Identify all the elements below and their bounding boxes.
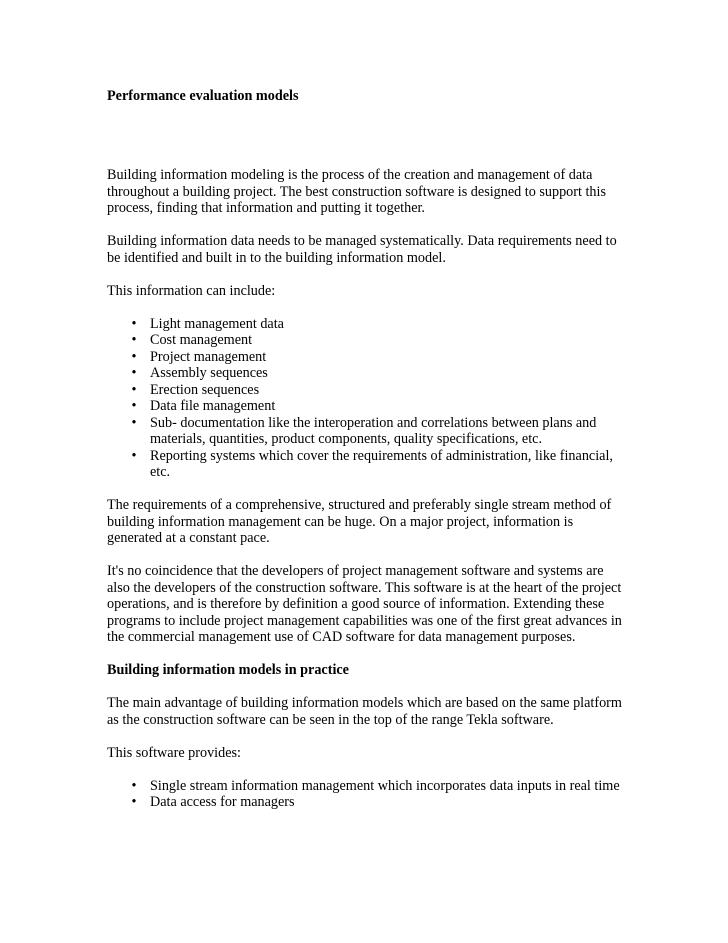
- list-item: [107, 794, 627, 811]
- bullet-icon: •: [131, 381, 137, 398]
- bullet-icon: •: [131, 447, 137, 464]
- bullet-icon: •: [131, 332, 137, 348]
- list-item: [107, 778, 627, 795]
- list-item: [107, 398, 627, 415]
- list-item-text: Project management: [150, 348, 267, 365]
- list-item-text: Assembly sequences: [150, 365, 268, 381]
- list-item: [107, 382, 627, 399]
- bullet-icon: •: [131, 398, 137, 414]
- section-heading: Building information models in practice: [107, 662, 349, 678]
- bullet-icon: •: [131, 414, 137, 431]
- paragraph-data-requirements: Building information data needs to be managed systematically. Data requirements need to be identified and built in to the building information model.: [107, 233, 617, 266]
- paragraph-main-advantage: The main advantage of building information models which are based on the same platform as the construction software can be seen in the top of the range Tekla software.: [107, 695, 622, 728]
- list-item-text: Light management data: [150, 315, 284, 332]
- paragraph-developers: It's no coincidence that the developers of project management software and systems are also the developers of the construction software. This software is at the heart of the project operations, and is therefore by definition a good source of information. Extending these programs to include project management capabilities was one of the first great advances in the commercial management use of CAD software for data management purposes.: [107, 563, 622, 645]
- list-item-text: Cost management: [150, 332, 253, 348]
- list-item: [107, 415, 627, 448]
- list-item-text: Data file management: [150, 398, 276, 414]
- list-item: [107, 332, 627, 349]
- list-item-text: Reporting systems which cover the requirements of administration, like financial, etc.: [150, 447, 613, 480]
- paragraph-info-intro: This information can include:: [107, 282, 276, 299]
- bullet-icon: •: [131, 315, 137, 332]
- paragraph-requirements: The requirements of a comprehensive, structured and preferably single stream method of building information management can be huge. On a major project, information is generated at a constant pace.: [107, 497, 612, 546]
- list-item-text: Erection sequences: [150, 381, 260, 398]
- software-provides-list: [107, 778, 627, 811]
- list-item: [107, 448, 627, 481]
- bullet-icon: •: [131, 365, 137, 381]
- paragraph-software-provides: This software provides:: [107, 744, 241, 761]
- paragraph-bim-definition: Building information modeling is the process of the creation and management of data throughout a building project. The best construction software is designed to support this process, finding that information and putting it together.: [107, 167, 606, 216]
- list-item-text: Sub- documentation like the interoperation and correlations between plans and materials, quantities, product components, quality specifications, etc.: [150, 414, 597, 447]
- list-item: [107, 349, 627, 366]
- list-item: [107, 365, 627, 382]
- document-title: Performance evaluation models: [107, 88, 299, 104]
- list-item-text: Single stream information management which incorporates data inputs in real time: [150, 777, 620, 794]
- bullet-icon: •: [131, 794, 137, 810]
- bullet-icon: •: [131, 348, 137, 365]
- document-body: [107, 167, 627, 827]
- list-item: [107, 316, 627, 333]
- list-item-text: Data access for managers: [150, 794, 295, 810]
- bullet-icon: •: [131, 777, 137, 794]
- info-include-list: [107, 316, 627, 481]
